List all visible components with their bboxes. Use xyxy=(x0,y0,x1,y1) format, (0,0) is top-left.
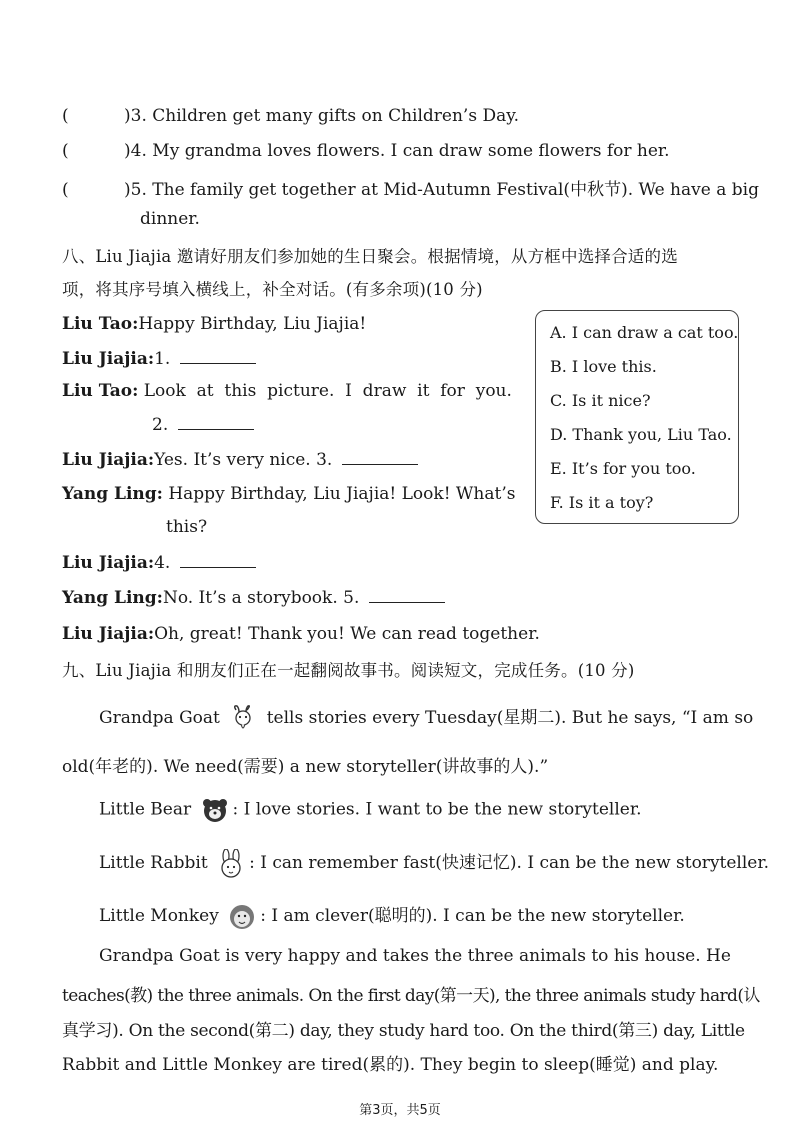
character-name: Little Monkey xyxy=(99,906,219,926)
character-name: Little Bear xyxy=(99,799,192,820)
utterance: 1. xyxy=(154,349,171,369)
utterance: Happy Birthday, Liu Jiajia! Look! What’s xyxy=(168,484,516,504)
dialogue-line xyxy=(62,588,445,608)
question-number: 5. xyxy=(130,180,147,200)
utterance: 4. xyxy=(154,553,171,573)
answer-blank-2[interactable] xyxy=(178,415,254,430)
utterance: this? xyxy=(166,517,208,537)
dialogue-line xyxy=(62,450,418,470)
story-paragraph-2-line3: 真学习). On the second(第二) day, they study hard too. On the third(第三) day, Little xyxy=(62,1021,745,1041)
utterance: Oh, great! Thank you! We can read together. xyxy=(154,624,540,644)
character-speech: : I am clever(聪明的). I can be the new storyteller. xyxy=(260,906,685,926)
speaker: Liu Jiajia: xyxy=(62,624,155,644)
speaker: Liu Jiajia: xyxy=(62,553,155,573)
option-e: E. It’s for you too. xyxy=(550,459,696,478)
question-number: 4. xyxy=(130,141,147,161)
story-paragraph-1-cont: old(年老的). We need(需要) a new storyteller(讲故事的人).” xyxy=(62,757,549,777)
rabbit-icon xyxy=(215,849,247,879)
utterance: No. It’s a storybook. 5. xyxy=(162,588,360,608)
story-text: Grandpa Goat xyxy=(99,708,220,728)
character-speech: : I can remember fast(快速记忆). I can be the new storyteller. xyxy=(249,853,770,873)
speaker: Yang Ling: xyxy=(62,484,163,504)
question-text: The family get together at Mid-Autumn Festival(中秋节). We have a big xyxy=(152,180,759,200)
speaker: Liu Jiajia: xyxy=(62,349,155,369)
section-8-title-line2: 项，将其序号填入横线上，补全对话。(有多余项)(10 分) xyxy=(62,280,483,299)
question-5-continuation: dinner. xyxy=(140,209,200,229)
utterance: Look at this picture. I draw it for you. xyxy=(143,381,512,401)
answer-paren-open[interactable]: ( xyxy=(62,141,69,161)
question-3 xyxy=(62,106,519,126)
utterance: 2. xyxy=(152,415,169,435)
section-8-title: 八、Liu Jiajia 邀请好朋友们参加她的生日聚会。根据情境，从方框中选择合适的选 xyxy=(62,247,678,266)
page-number: 第3页，共5页 xyxy=(359,1103,441,1118)
story-paragraph-2-line2: teaches(教) the three animals. On the first day(第一天), the three animals study hard(认 xyxy=(62,986,760,1006)
answer-paren-open[interactable]: ( xyxy=(62,180,69,200)
dialogue-line xyxy=(62,624,540,644)
answer-paren-open[interactable]: ( xyxy=(62,106,69,126)
answer-blank-3[interactable] xyxy=(342,450,418,465)
dialogue-line xyxy=(166,517,207,537)
bear-icon xyxy=(199,795,231,825)
options-box xyxy=(535,310,739,524)
question-number: 3. xyxy=(130,106,147,126)
story-paragraph-2: Grandpa Goat is very happy and takes the three animals to his house. He xyxy=(99,946,731,966)
rabbit-line xyxy=(99,848,769,879)
dialogue-line xyxy=(62,349,256,369)
dialogue-line xyxy=(62,553,256,573)
utterance: Happy Birthday, Liu Jiajia! xyxy=(138,314,367,334)
speaker: Liu Jiajia: xyxy=(62,450,155,470)
option-f: F. Is it a toy? xyxy=(550,493,654,512)
speaker: Liu Tao: xyxy=(62,314,139,334)
answer-blank-1[interactable] xyxy=(180,349,256,364)
answer-blank-4[interactable] xyxy=(180,553,256,568)
dialogue-line xyxy=(62,314,366,334)
dialogue-line xyxy=(62,484,515,504)
character-name: Little Rabbit xyxy=(99,853,208,873)
option-a: A. I can draw a cat too. xyxy=(550,323,739,342)
speaker: Liu Tao: xyxy=(62,381,139,401)
question-text: My grandma loves flowers. I can draw some flowers for her. xyxy=(152,141,670,161)
story-paragraph-1 xyxy=(99,703,753,734)
answer-blank-5[interactable] xyxy=(369,588,445,603)
question-text: Children get many gifts on Children’s Day. xyxy=(152,106,519,126)
answer-paren-close: ) xyxy=(124,141,131,161)
section-9-title: 九、Liu Jiajia 和朋友们正在一起翻阅故事书。阅读短文，完成任务。(10 分) xyxy=(62,661,635,680)
dialogue-line xyxy=(62,381,512,401)
monkey-line xyxy=(99,901,685,932)
answer-paren-close: ) xyxy=(124,180,131,200)
question-4 xyxy=(62,141,670,161)
answer-paren-close: ) xyxy=(124,106,131,126)
option-c: C. Is it nice? xyxy=(550,391,651,410)
goat-icon xyxy=(227,704,259,734)
story-text: tells stories every Tuesday(星期二). But he says, “I am so xyxy=(266,708,754,728)
option-b: B. I love this. xyxy=(550,357,657,376)
monkey-icon xyxy=(226,902,258,932)
utterance: Yes. It’s very nice. 3. xyxy=(154,450,333,470)
question-5 xyxy=(62,175,759,200)
option-d: D. Thank you, Liu Tao. xyxy=(550,425,732,444)
speaker: Yang Ling: xyxy=(62,588,163,608)
story-paragraph-2-line4: Rabbit and Little Monkey are tired(累的). They begin to sleep(睡觉) and play. xyxy=(62,1055,719,1075)
dialogue-line xyxy=(152,415,254,435)
character-speech: : I love stories. I want to be the new storyteller. xyxy=(232,799,642,820)
bear-line xyxy=(99,795,641,825)
